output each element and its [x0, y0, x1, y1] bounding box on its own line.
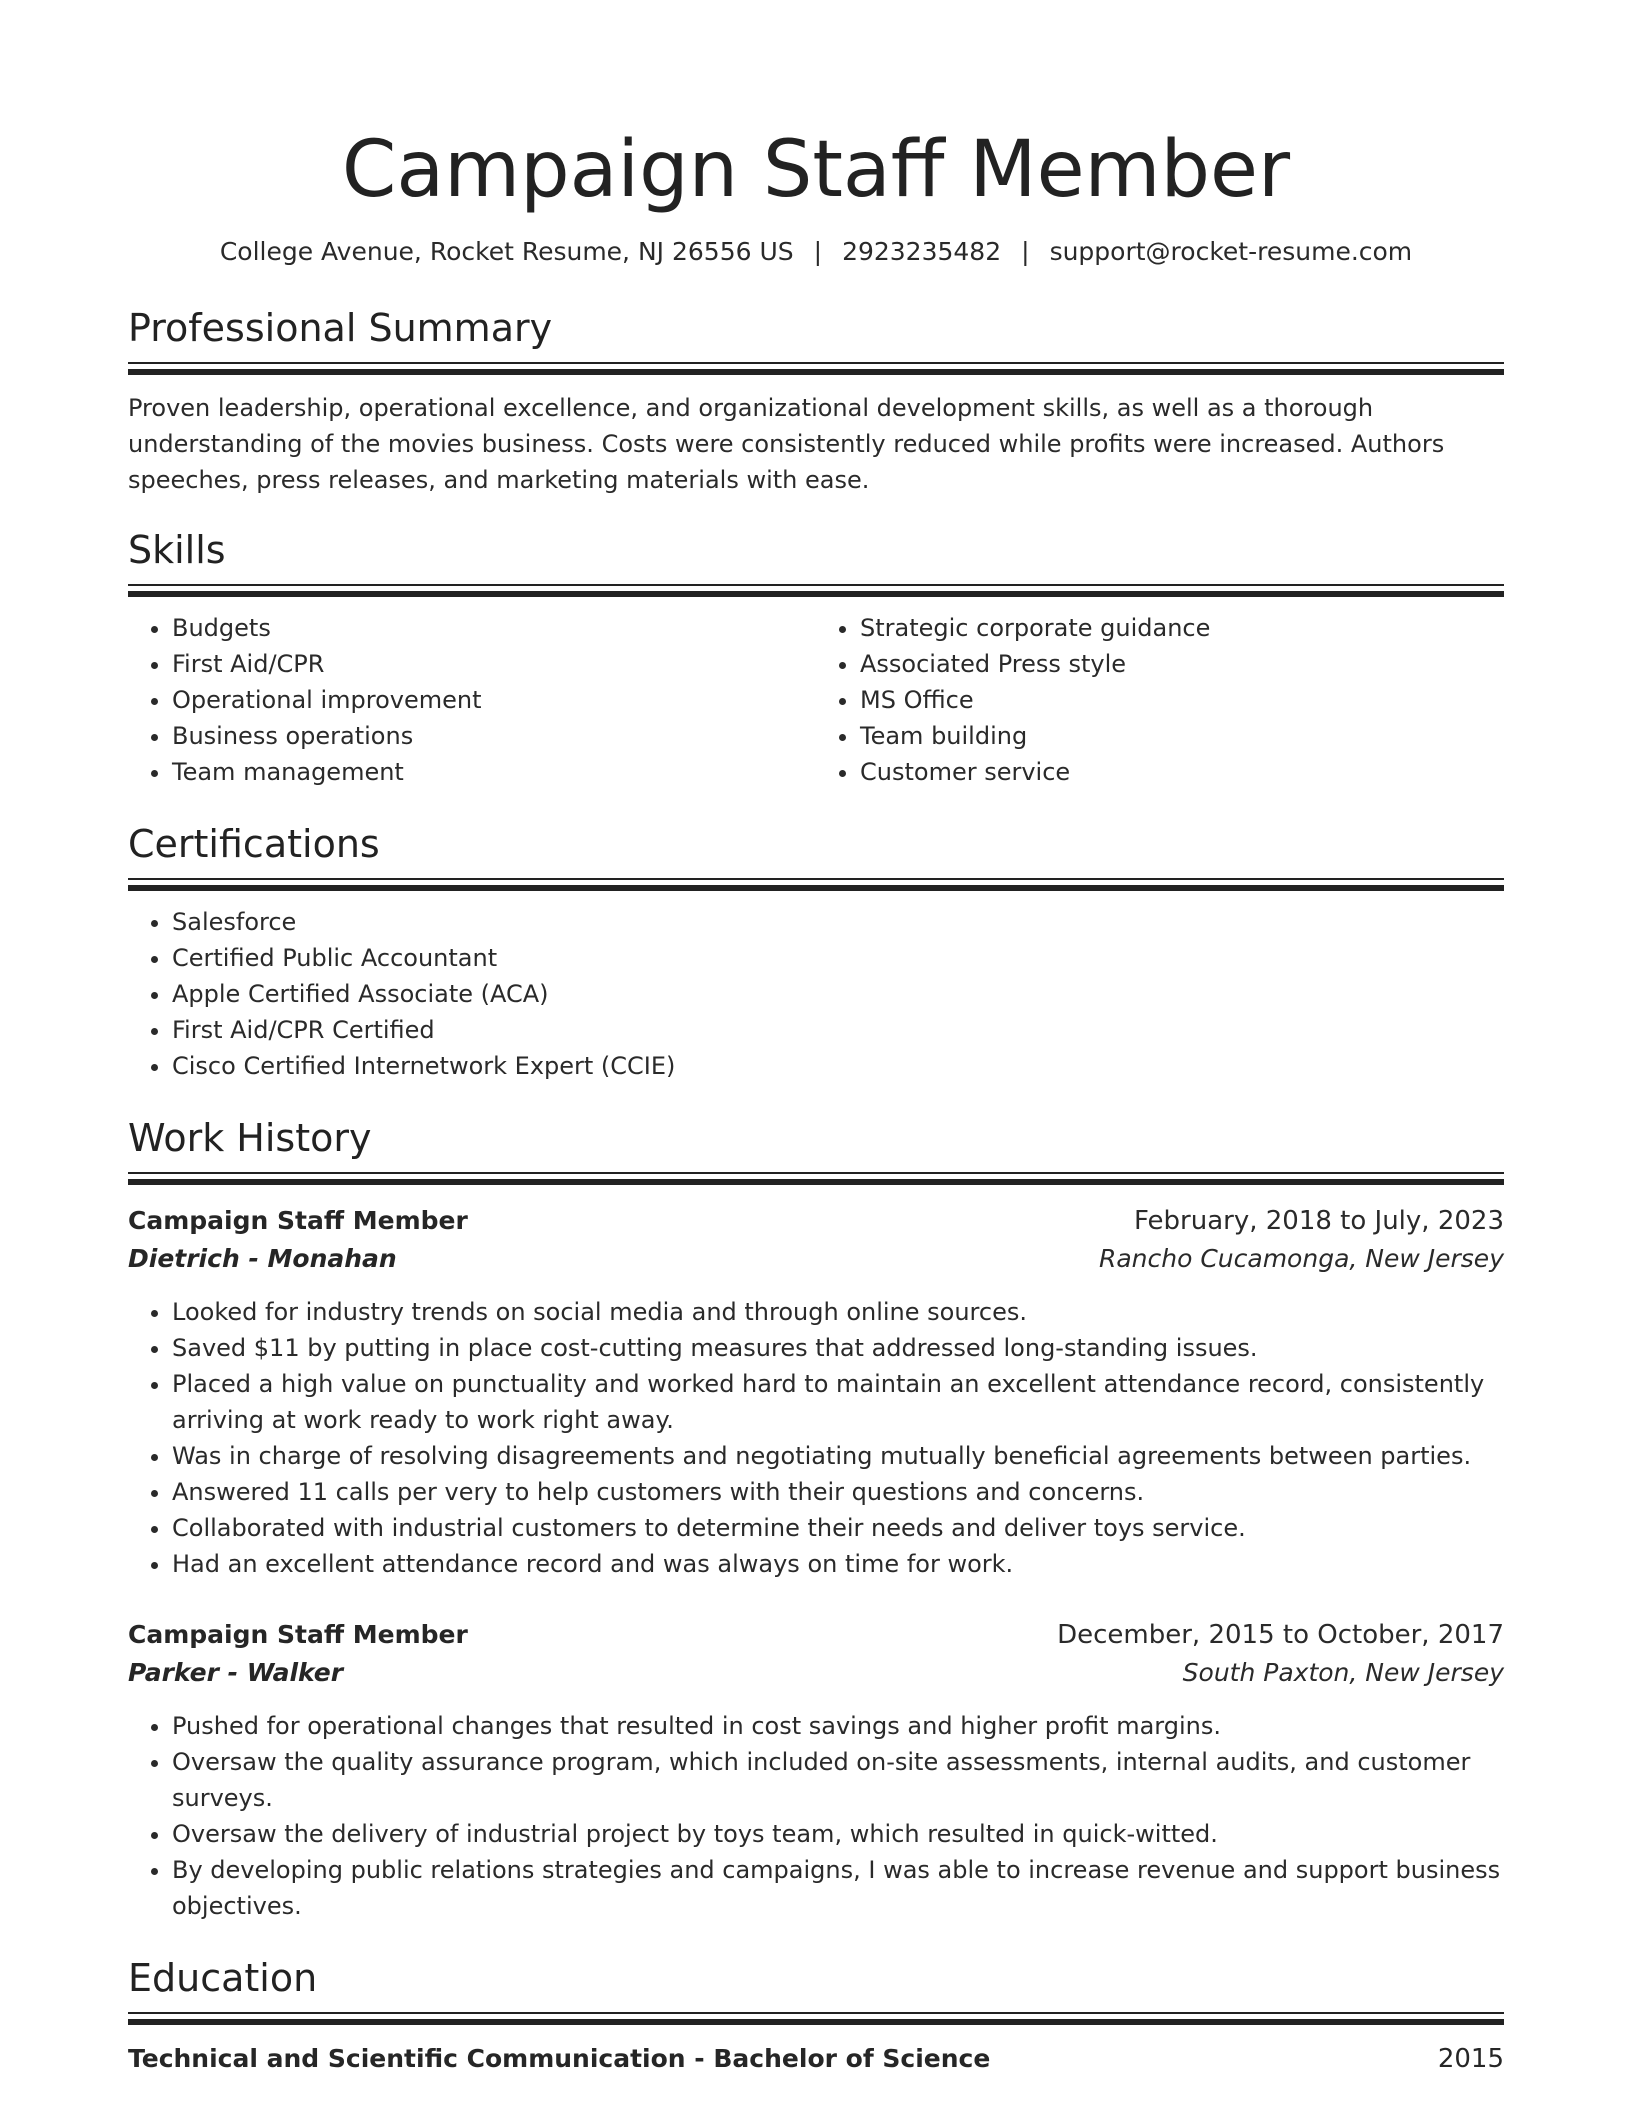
certifications-list: [128, 904, 1504, 1084]
certification-item: • Certified Public Accountant: [172, 940, 1504, 976]
job-bullet: • Pushed for operational changes that resulted in cost savings and higher profit margins.: [172, 1708, 1504, 1744]
certification-item: • First Aid/CPR Certified: [172, 1012, 1504, 1048]
job-bullet: • Was in charge of resolving disagreements and negotiating mutually beneficial agreements between parties.: [172, 1438, 1504, 1474]
section-divider: [128, 1172, 1504, 1186]
resume-page: [128, 0, 1504, 2078]
section-title-education: Education: [128, 1956, 318, 2000]
section-divider: [128, 2012, 1504, 2026]
section-divider: [128, 584, 1504, 598]
job-location: South Paxton, New Jersey: [1182, 1658, 1504, 1687]
contact-separator: |: [1021, 237, 1030, 266]
job-title: Campaign Staff Member: [128, 1206, 468, 1235]
certification-item: • Cisco Certified Internetwork Expert (CCIE): [172, 1048, 1504, 1084]
job-bullet: • By developing public relations strategies and campaigns, I was able to increase revenue and support business objectives.: [172, 1852, 1504, 1924]
skill-item: • Budgets: [172, 610, 816, 646]
job-title: Campaign Staff Member: [128, 1620, 468, 1649]
skill-item: • Associated Press style: [860, 646, 1504, 682]
contact-phone: 2923235482: [842, 237, 1002, 266]
skills-list-right: [816, 610, 1504, 790]
skill-item: • Strategic corporate guidance: [860, 610, 1504, 646]
skill-item: • Team management: [172, 754, 816, 790]
skill-item: • Customer service: [860, 754, 1504, 790]
skill-item: • MS Office: [860, 682, 1504, 718]
job-location: Rancho Cucamonga, New Jersey: [1098, 1244, 1504, 1273]
job-bullet: • Oversaw the delivery of industrial project by toys team, which resulted in quick-witted.: [172, 1816, 1504, 1852]
summary-text: Proven leadership, operational excellence, and organizational development skills, as well as a thorough understanding of the movies business. Costs were consistently reduced while profits were increased. Authors speeches, press releases, and marketing materials with ease.: [128, 394, 1445, 494]
resume-name: Campaign Staff Member: [341, 125, 1291, 215]
section-divider: [128, 362, 1504, 376]
job-entry: [128, 1616, 1504, 1924]
skill-item: • Business operations: [172, 718, 816, 754]
job-bullet: • Collaborated with industrial customers to determine their needs and deliver toys service.: [172, 1510, 1504, 1546]
contact-separator: |: [813, 237, 823, 266]
job-bullet: • Had an excellent attendance record and was always on time for work.: [172, 1546, 1504, 1582]
job-company: Dietrich - Monahan: [128, 1244, 397, 1273]
certification-item: • Salesforce: [172, 904, 1504, 940]
summary-section: [128, 304, 1504, 498]
education-section: [128, 1954, 1504, 2078]
section-divider: [128, 878, 1504, 892]
contact-address: College Avenue, Rocket Resume, NJ 26556 US: [219, 237, 794, 266]
job-bullet: • Saved $11 by putting in place cost-cutting measures that addressed long-standing issues.: [172, 1330, 1504, 1366]
job-entry: [128, 1202, 1504, 1582]
certification-item: • Apple Certified Associate (ACA): [172, 976, 1504, 1012]
skills-section: [128, 526, 1504, 790]
skill-item: • Team building: [860, 718, 1504, 754]
section-title-work: Work History: [128, 1116, 372, 1160]
section-title-summary: Professional Summary: [128, 306, 553, 350]
section-title-skills: Skills: [128, 528, 226, 572]
contact-email: support@rocket-resume.com: [1049, 237, 1413, 266]
job-dates: December, 2015 to October, 2017: [1057, 1620, 1504, 1650]
job-bullet: • Looked for industry trends on social media and through online sources.: [172, 1294, 1504, 1330]
job-bullets: [128, 1708, 1504, 1924]
skill-item: • Operational improvement: [172, 682, 816, 718]
education-degree: Technical and Scientific Communication - Bachelor of Science: [128, 2044, 991, 2073]
work-section: [128, 1114, 1504, 1924]
section-title-certifications: Certifications: [128, 822, 380, 866]
skills-list-left: [128, 610, 816, 790]
job-dates: February, 2018 to July, 2023: [1134, 1206, 1504, 1236]
job-bullet: • Placed a high value on punctuality and worked hard to maintain an excellent attendance record, consistently arriving at work ready to work right away.: [172, 1366, 1504, 1438]
contact-line: [128, 236, 1504, 268]
education-year: 2015: [1437, 2044, 1504, 2074]
job-company: Parker - Walker: [128, 1658, 344, 1687]
skill-item: • First Aid/CPR: [172, 646, 816, 682]
job-bullets: [128, 1294, 1504, 1582]
certifications-section: [128, 820, 1504, 1084]
job-bullet: • Answered 11 calls per very to help customers with their questions and concerns.: [172, 1474, 1504, 1510]
job-bullet: • Oversaw the quality assurance program, which included on-site assessments, internal audits, and customer surveys.: [172, 1744, 1504, 1816]
